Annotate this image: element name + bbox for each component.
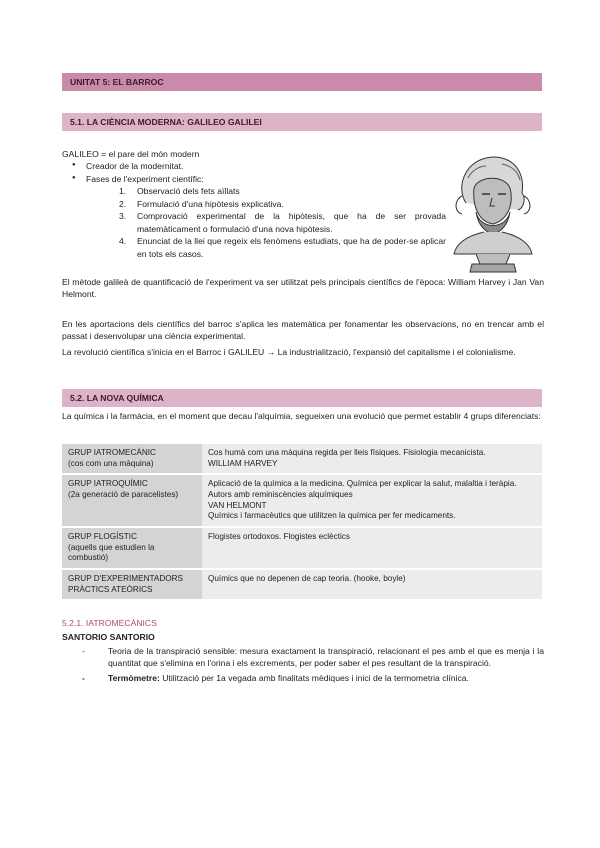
section-1-title: 5.1. LA CIÈNCIA MODERNA: GALILEO GALILEI bbox=[70, 117, 262, 127]
galileo-intro: GALILEO = el pare del món modern bbox=[62, 149, 200, 159]
galilean-method-paragraph: El mètode galileà de quantificació de l'experiment va ser utilitzat pels principals científics de l'època: William Harvey i Jan Van Helmont. bbox=[62, 277, 544, 300]
table-row bbox=[62, 475, 542, 526]
step-item: 3. Comprovació experimental de la hipòtesis, que ha de ser provada matemàticament o formulació d'una nova hipòtesis. bbox=[119, 211, 446, 234]
person-heading: SANTORIO SANTORIO bbox=[62, 632, 155, 642]
section-2-banner bbox=[62, 389, 542, 407]
galileo-bust-image bbox=[446, 148, 540, 276]
group-desc-cell: Flogistes ortodoxos. Flogistes eclèctics bbox=[202, 528, 542, 568]
bullet-item: ● Creador de la modernitat. bbox=[62, 160, 446, 172]
group-desc-cell: Químics que no depenen de cap teoria. (hooke, boyle) bbox=[202, 570, 542, 599]
unit-title: UNITAT 5: EL BARROC bbox=[70, 77, 164, 87]
group-desc-cell: Aplicació de la química a la medicina. Química per explicar la salut, malaltia i teràpia. Autors amb reminiscències alquímiques VAN HELMONT Químics i farmacèutics que utilitzen la química per fer medicaments. bbox=[202, 475, 542, 526]
baroque-scientists-paragraph: En les aportacions dels científics del barroc s'aplica les matemàtica per fonamentar les observacions, no en trencar amb el passat i desenvolupar una ciència experimental. bbox=[62, 319, 544, 342]
step-item: 1. Observació dels fets aïllats bbox=[119, 186, 240, 197]
experiment-steps bbox=[62, 185, 446, 260]
new-chemistry-intro: La química i la farmàcia, en el moment que decau l'alquímia, segueixen una evolució que permet establir 4 grups diferenciats: bbox=[62, 411, 541, 421]
subsection-title: 5.2.1. IATROMECÀNICS bbox=[62, 618, 157, 628]
group-name-cell: GRUP IATROQUÍMIC (2a generació de paracelistes) bbox=[62, 475, 202, 526]
bullet-item: ● Fases de l'experiment científic: bbox=[62, 173, 446, 185]
step-item: 4. Enunciat de la llei que regeix els fenòmens estudiats, que ha de poder-se aplicar en tots els casos. bbox=[119, 236, 446, 259]
table-row bbox=[62, 570, 542, 599]
group-name-cell: GRUP IATROMECÀNIC (cos com una màquina) bbox=[62, 444, 202, 473]
section-1-body bbox=[62, 148, 446, 260]
scientific-revolution-paragraph: La revolució científica s'inicia en el Barroc i GALILEU → La industrialització, l'expansió del capitalisme i el colonialisme. bbox=[62, 347, 516, 357]
table-row bbox=[62, 528, 542, 568]
group-name-cell: GRUP FLOGÍSTIC (aquells que estudien la combustió) bbox=[62, 528, 202, 568]
list-item: - Teoria de la transpiració sensible: mesura exactament la transpiració, relacionant el pes amb el que es menja i la quantitat que s'elimina en l'orina i els excrements, per poder saber el pes resultant de la transpiració. bbox=[82, 646, 544, 669]
unit-title-banner bbox=[62, 73, 542, 91]
group-name-cell: GRUP D'EXPERIMENTADORS PRÀCTICS ATEÒRICS bbox=[62, 570, 202, 599]
chemistry-groups-table bbox=[62, 442, 542, 601]
section-2-title: 5.2. LA NOVA QUÍMICA bbox=[70, 393, 164, 403]
group-desc-cell: Cos humà com una màquina regida per lleis físiques. Fisiologia mecanicista. WILLIAM HARVEY bbox=[202, 444, 542, 473]
galileo-bullets bbox=[62, 160, 446, 185]
iatromechanics-list bbox=[62, 645, 544, 684]
step-item: 2. Formulació d'una hipòtesis explicativa. bbox=[119, 198, 284, 209]
list-item: - Termòmetre: Utilització per 1a vegada amb finalitats mèdiques i inici de la termometria clínica. bbox=[82, 672, 469, 683]
table-row bbox=[62, 444, 542, 473]
section-1-banner bbox=[62, 113, 542, 131]
